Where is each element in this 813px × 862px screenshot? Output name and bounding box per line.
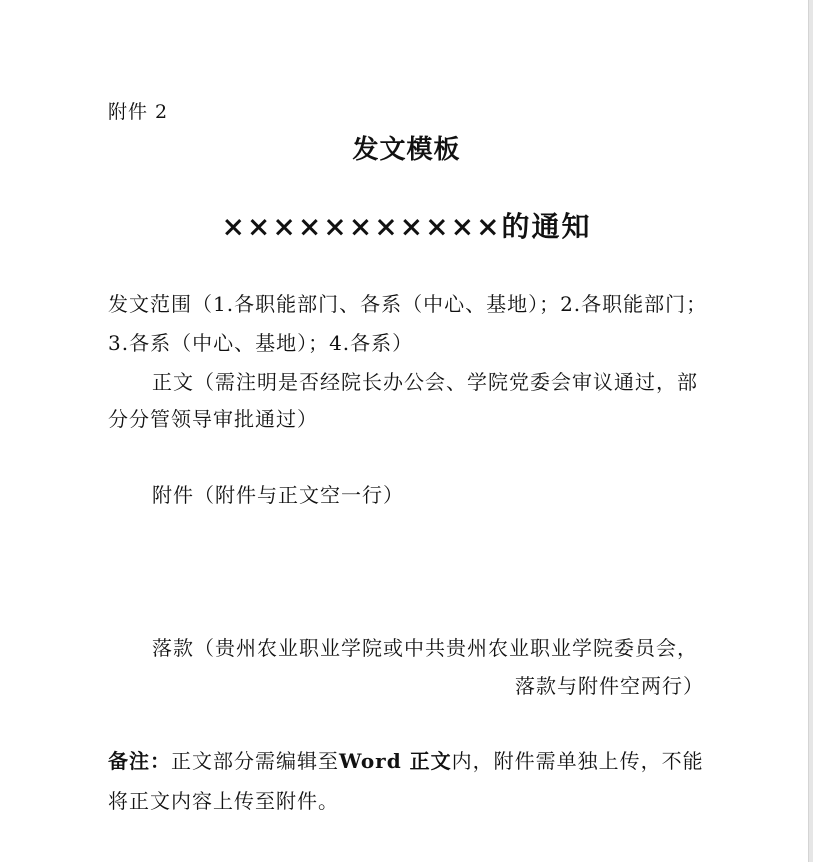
attachment-note: 附件（附件与正文空一行） (152, 483, 404, 507)
remark-line-1 (108, 745, 704, 774)
scope-line-2: 3.各系（中心、基地）；4.各系） (108, 331, 414, 355)
signature-line-2: 落款与附件空两行） (515, 674, 704, 698)
attachment-label: 附件 2 (108, 101, 169, 123)
notice-title: ×××××××××××的通知 (221, 210, 592, 243)
signature-line-1: 落款（贵州农业职业学院或中共贵州农业职业学院委员会， (152, 636, 698, 660)
remark-emphasis: Word 正文 (339, 749, 452, 773)
page-edge-shadow (809, 0, 813, 862)
remark-text-after: 内，附件需单独上传，不能 (451, 749, 704, 773)
page-title: 发文模板 (352, 135, 461, 165)
body-line-2: 分分管领导审批通过） (108, 407, 318, 431)
remark-line-2: 将正文内容上传至附件。 (108, 789, 339, 813)
scope-line-1: 发文范围（1.各职能部门、各系（中心、基地）；2.各职能部门； (108, 292, 708, 316)
remark-label: 备注： (108, 749, 171, 773)
remark-text-before: 正文部分需编辑至 (171, 749, 339, 773)
body-line-1: 正文（需注明是否经院长办公会、学院党委会审议通过，部 (152, 370, 698, 394)
